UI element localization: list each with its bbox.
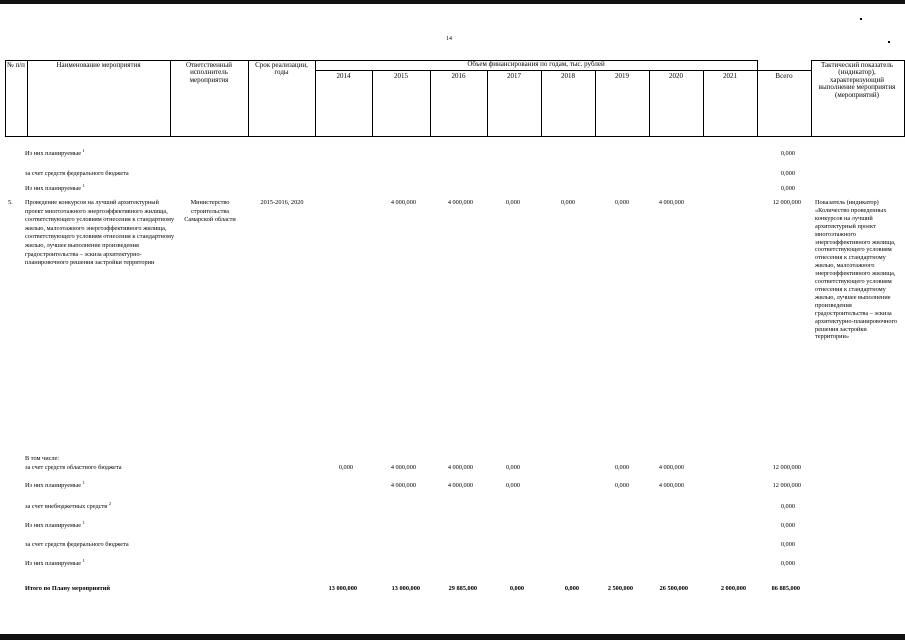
grand-total-value: 13 000,000 [391,585,420,592]
row-label: за счет средств федерального бюджета [25,170,129,177]
row-value: 0,000 [505,464,520,471]
row-label: за счет средств федерального бюджета [25,541,129,548]
grand-total-value: 2 500,000 [607,585,633,592]
footnote-mark: 1 [82,519,85,525]
header-financing: Объем финансирования по годам, тыс. рублей [467,60,605,68]
footnote-mark: 2 [108,500,112,506]
row-total: 0,000 [780,170,795,177]
grand-total-label: Итого по Плану мероприятий [25,585,111,592]
header-cell-num [5,60,28,137]
row-label: Из них планируемые $^1$ [25,147,85,157]
grand-total-value: 13 000,000 [328,585,357,592]
row-value: 4 000,000 [390,482,416,489]
row-label: Из них планируемые $^1$ [25,182,85,192]
row-value: 4 000,000 [658,482,684,489]
item-number: 5. [8,199,13,206]
header-year: 2015 [394,72,408,80]
row-value: 4 000,000 [390,464,416,471]
header-year: 2014 [336,72,351,80]
row-label: за счет внебюджетных средств $^2$ [25,500,112,510]
row-value: 4 000,000 [447,464,473,471]
row-value: 0,000 [614,482,629,489]
header-responsible: Ответственный исполнитель мероприятия [185,61,233,84]
item-responsible: Министерство строительства Самарской области [184,199,236,224]
item-value: 0,000 [614,199,629,206]
grand-total-value: 0,000 [509,585,524,592]
header-num: № п/п [7,61,25,69]
header-year: 2018 [561,72,575,80]
row-label: Из них планируемые $^1$ [25,557,85,567]
footnote-mark: 1 [82,479,85,485]
item-total: 12 000,000 [772,199,801,206]
header-name: Наименование мероприятия [56,61,141,69]
header-year: 2019 [615,72,629,80]
footnote-mark: 1 [82,557,85,563]
item-value: 4 000,000 [390,199,416,206]
row-value: 0,000 [505,482,520,489]
row-label: Из них планируемые $^1$ [25,479,85,489]
header-indicator: Тактический показатель (индикатор), характеризующий выполнение мероприятия (мероприятий) [818,61,896,99]
item-term: 2015-2016, 2020 [260,199,304,206]
header-year: 2016 [451,72,466,80]
scan-speck [860,18,862,20]
item-value: 0,000 [505,199,520,206]
row-value: 0,000 [614,464,629,471]
header-term: Срок реализации, годы [255,61,308,77]
grand-total-value: 0,000 [564,585,579,592]
grand-total-sum: 86 885,000 [771,585,800,592]
row-total: 0,000 [780,185,795,192]
footnote-mark: 1 [82,182,85,188]
page-number: 14 [446,36,452,42]
footnote-mark: 1 [82,147,85,153]
grand-total-value: 26 500,000 [659,585,688,592]
row-value: 0,000 [338,464,353,471]
grand-total-value: 2 000,000 [720,585,746,592]
row-label: за счет средств областного бюджета [25,464,122,471]
item-indicator: Показатель (индикатор) «Количество проведенных конкурсов на лучший архитектурный проект многоэтажного энергоэффективного жилища, соответствующего условиям отнесения к стандартному жилью, малоэтажного энергоэффективного жилища, соответствующего условиям отнесения к стандартному жилью, лучшее выполнение произведения градостроительства – эскиза архитектурно-планировочного решения застройки территории» [815,199,898,341]
header-cell-name [27,60,171,137]
scan-top-border [0,0,905,4]
grand-total-value: 29 885,000 [448,585,477,592]
header-total: Всего [775,72,793,80]
row-total: 12 000,000 [772,464,801,471]
row-label: Из них планируемые $^1$ [25,519,85,529]
scan-bottom-border [0,634,905,640]
row-total: 0,000 [780,522,795,529]
item-name: Проведение конкурсов на лучший архитектурный проект многоэтажного энергоэффективного жилища, соответствующего условиям отнесения к стандартному жилью, малоэтажного энергоэффективного жилища, соответствующего условиям отнесения к стандартному жилью, лучшее выполнение произведения градостроительства – эскиза архитектурно-планировочного решения застройки территории [25,199,175,267]
item-value: 4 000,000 [447,199,473,206]
scan-speck [888,41,890,43]
including-label: В том числе: [25,455,60,462]
header-year: 2020 [669,72,683,80]
item-value: 4 000,000 [658,199,684,206]
header-year: 2021 [723,72,737,80]
row-total: 0,000 [780,541,795,548]
row-total: 0,000 [780,503,795,510]
row-value: 4 000,000 [447,482,473,489]
row-total: 0,000 [780,560,795,567]
header-year: 2017 [507,72,521,80]
row-value: 4 000,000 [658,464,684,471]
row-total: 12 000,000 [772,482,801,489]
row-total: 0,000 [780,150,795,157]
item-value: 0,000 [560,199,575,206]
